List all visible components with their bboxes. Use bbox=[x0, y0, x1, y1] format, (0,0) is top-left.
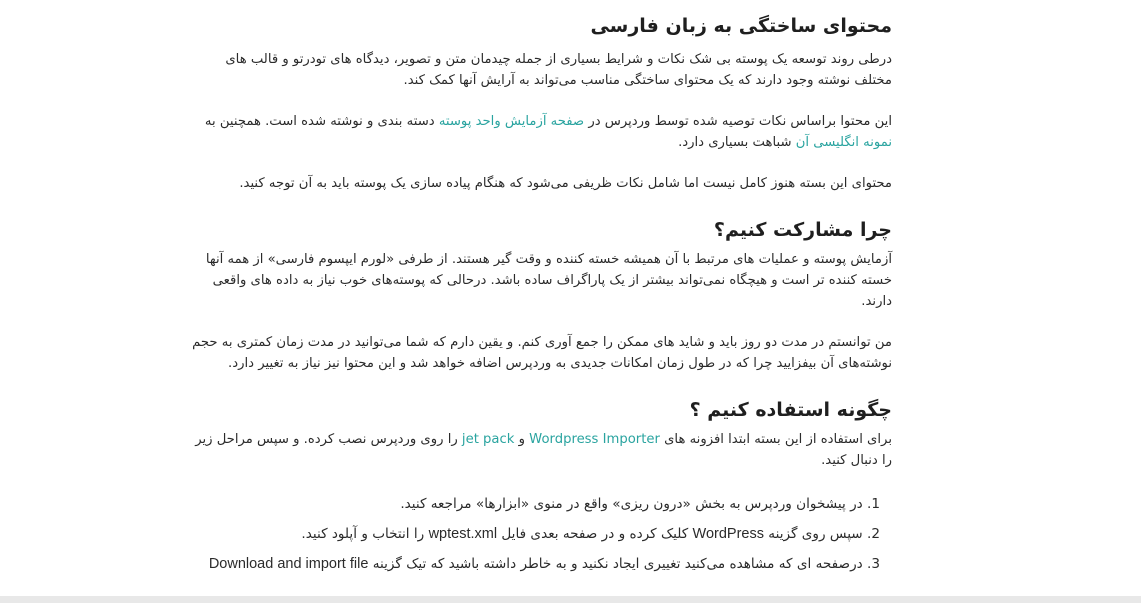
paragraph-collected: من توانستم در مدت دو روز باید و شاید های ممکن را جمع آوری کنم. و یقین دارم که شما می‌توانید در مدت زمان کمتری به حجم نوشته‌های آن بیفزایید چرا که در طول زمان امکانات جدیدی به وردپرس اضافه خواهد شد و این محتوا نیز نیاز به تغییر دارد. bbox=[192, 335, 892, 371]
step-latin-term: Download and import file bbox=[208, 556, 369, 572]
step-text: را انتخاب و آپلود کنید. bbox=[301, 526, 429, 542]
list-item bbox=[186, 549, 880, 579]
horizontal-scrollbar[interactable] bbox=[0, 596, 1141, 603]
jetpack-link[interactable]: jet pack bbox=[461, 432, 515, 447]
step-text: سپس روی گزینه bbox=[763, 526, 863, 542]
section-heading-how-to-use: چگونه استفاده کنیم ؟ bbox=[689, 399, 892, 421]
step-text: درصفحه ای که مشاهده می‌کنید تغییری ایجاد نکنید و به خاطر داشته باشید که تیک گزینه bbox=[368, 556, 863, 572]
steps-list bbox=[186, 489, 892, 579]
step-text: در پیشخوان وردپرس به بخش «درون ریزی» واقع در منوی «ابزارها» مراجعه کنید. bbox=[400, 496, 863, 512]
text-segment: و bbox=[514, 432, 530, 447]
paragraph-testing: آزمایش پوسته و عملیات های مرتبط با آن همیشه خسته کننده و وقت گیر هستند. از طرفی «لورم ایپسوم فارسی» از همه آنها خسته کننده تر است و هیچگاه نمی‌تواند بیشتر از یک پاراگراف ساده باشد. درحالی که پوسته‌های خوب نیاز به داده های واقعی دارند. bbox=[205, 252, 892, 309]
step-text: کلیک کرده و در صفحه بعدی فایل bbox=[497, 526, 693, 542]
paragraph-based-on bbox=[186, 111, 892, 153]
step-number: 1. bbox=[867, 496, 880, 512]
text-segment: این محتوا براساس نکات توصیه شده توسط وردپرس در bbox=[584, 114, 892, 129]
step-number: 2. bbox=[867, 526, 880, 542]
text-segment: برای استفاده از این بسته ابتدا افزونه های bbox=[659, 432, 892, 447]
list-item bbox=[186, 519, 880, 549]
theme-unit-test-link[interactable]: صفحه آزمایش واحد پوسته bbox=[438, 114, 585, 129]
text-segment: شباهت بسیاری دارد. bbox=[678, 135, 796, 150]
paragraph-intro: درطی روند توسعه یک پوسته بی شک نکات و شرایط بسیاری از جمله چیدمان متن و تصویر، دیدگاه های تودرتو و قالب های مختلف نوشته وجود دارند که یک محتوای ساختگی مناسب می‌تواند به آرایش آنها کمک کند. bbox=[225, 52, 892, 88]
step-latin-term: wptest.xml bbox=[428, 526, 498, 542]
paragraph-incomplete: محتوای این بسته هنوز کامل نیست اما شامل نکات ظریفی می‌شود که هنگام پیاده سازی یک پوسته باید به آن توجه کنید. bbox=[239, 176, 892, 191]
step-number: 3. bbox=[867, 556, 880, 572]
list-item bbox=[186, 489, 880, 519]
text-segment: را روی وردپرس نصب کرده. و سپس مراحل زیر را دنبال کنید. bbox=[195, 432, 892, 468]
english-sample-link[interactable]: نمونه انگلیسی آن bbox=[795, 135, 892, 150]
section-heading-fake-content: محتوای ساختگی به زبان فارسی bbox=[590, 15, 892, 37]
article-content bbox=[186, 0, 892, 579]
section-heading-why-contribute: چرا مشارکت کنیم؟ bbox=[713, 219, 892, 241]
wordpress-importer-link[interactable]: Wordpress Importer bbox=[529, 432, 660, 447]
paragraph-install-plugins bbox=[186, 429, 892, 471]
text-segment: دسته بندی و نوشته شده است. همچنین به bbox=[204, 114, 439, 129]
step-latin-term: WordPress bbox=[692, 526, 764, 542]
